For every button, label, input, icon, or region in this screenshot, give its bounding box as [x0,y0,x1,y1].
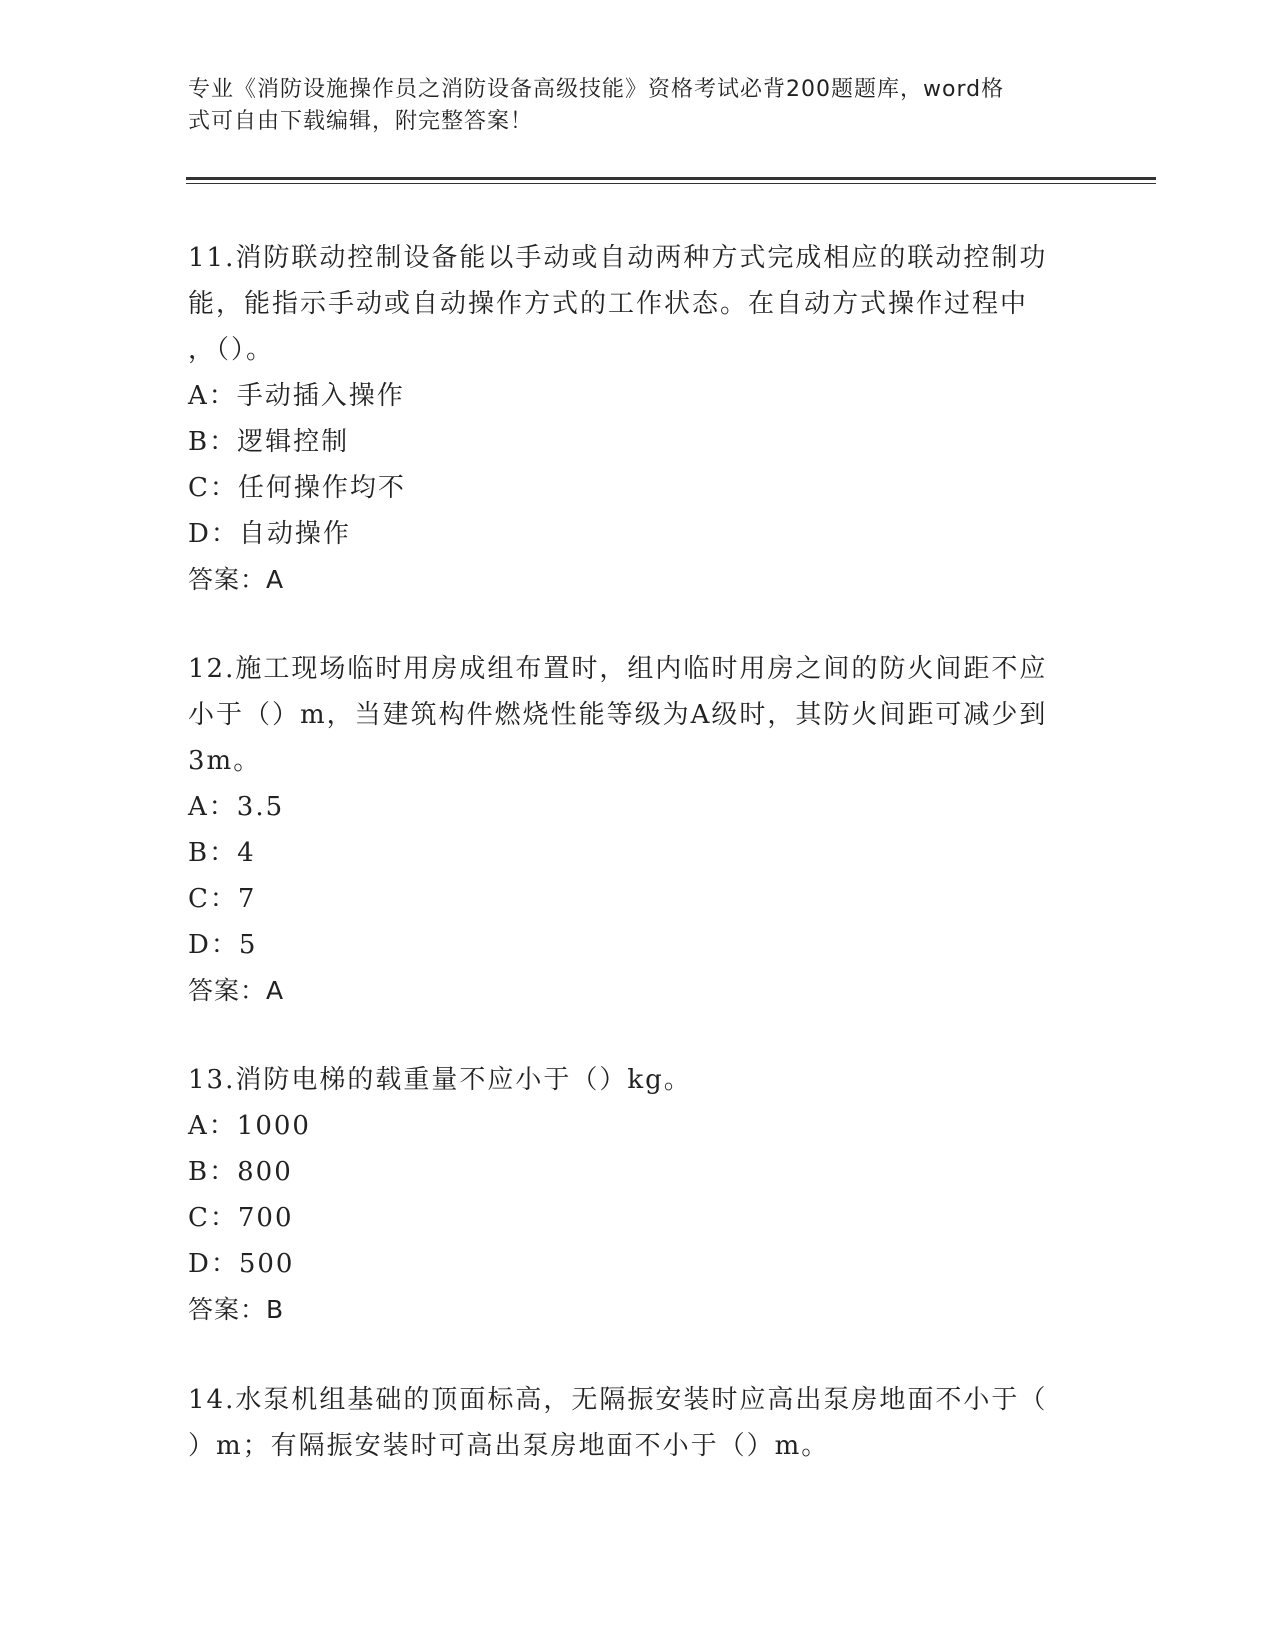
option-b: B：800 [188,1157,293,1187]
question-stem-line: 小于（）m，当建筑构件燃烧性能等级为A级时，其防火间距可减少到 [188,700,1048,730]
option-a: A：手动插入操作 [188,381,405,411]
answer-line: 答案：A [188,976,285,1005]
answer-line: 答案：A [188,565,285,594]
question-stem-line: ，（）。 [188,335,275,365]
option-a: A：1000 [188,1111,311,1141]
header-divider-thin [186,183,1156,184]
header-divider-thick [186,177,1156,180]
question-stem-line: 13.消防电梯的载重量不应小于（）kg。 [188,1065,692,1095]
document-header [188,74,1088,138]
option-b: B：逻辑控制 [188,427,350,457]
option-c: C：任何操作均不 [188,473,406,503]
option-a: A：3.5 [188,792,285,822]
question-stem-line: 3m。 [188,746,262,776]
question-stem-line: 12.施工现场临时用房成组布置时，组内临时用房之间的防火间距不应 [188,654,1048,684]
question-stem-line: 能，能指示手动或自动操作方式的工作状态。在自动方式操作过程中 [188,289,1029,319]
answer-line: 答案：B [188,1295,285,1324]
question-stem-line: 11.消防联动控制设备能以手动或自动两种方式完成相应的联动控制功 [188,243,1048,273]
option-d: D：自动操作 [188,519,351,549]
question-11 [188,235,1088,603]
option-b: B：4 [188,838,256,868]
question-12 [188,646,1088,1014]
header-line-2: 式可自由下载编辑，附完整答案！ [188,109,534,134]
option-d: D：5 [188,930,258,960]
question-14 [188,1377,1088,1469]
question-13 [188,1057,1088,1333]
option-c: C：7 [188,884,257,914]
option-d: D：500 [188,1249,295,1279]
question-stem-line: 14.水泵机组基础的顶面标高，无隔振安装时应高出泵房地面不小于（ [188,1385,1048,1415]
header-line-1: 专业《消防设施操作员之消防设备高级技能》资格考试必背200题题库，word格 [188,77,1005,102]
option-c: C：700 [188,1203,294,1233]
question-stem-line: ）m；有隔振安装时可高出泵房地面不小于（）m。 [188,1431,830,1461]
